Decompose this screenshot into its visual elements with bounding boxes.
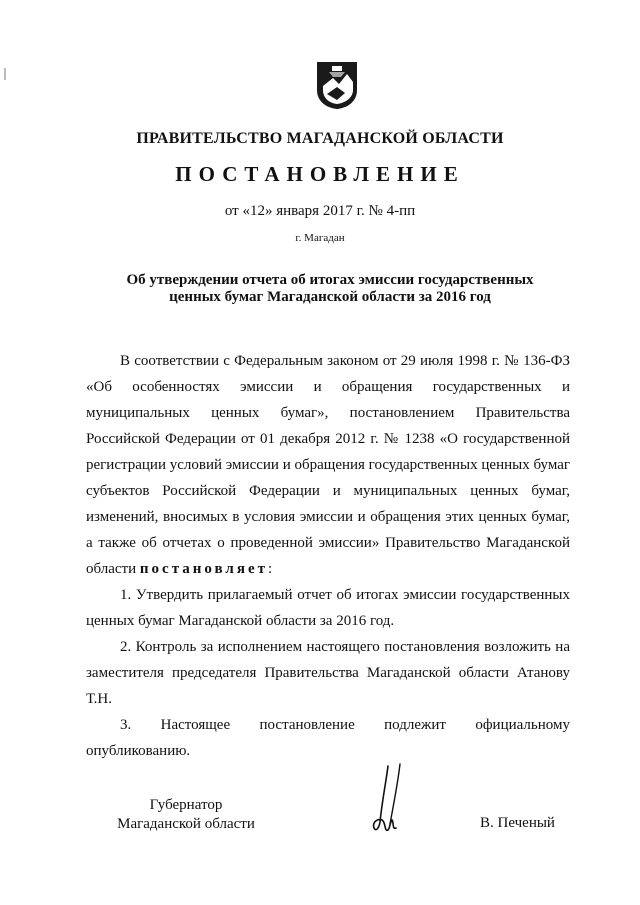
handwritten-signature [360,762,420,842]
signer-name: В. Печеный [480,815,555,831]
coat-of-arms-icon [315,60,359,110]
preamble-text: В соответствии с Федеральным законом от 29 июля 1998 г. № 136-ФЗ «Об особенностях эмиссии и обращения государственных и муниципальных ценных бумаг», постановлением Правительства Российской Федерации от 01 декабря 2012 г. № 1238 «О государственной регистрации условий эмиссии и обращения государственных ценных бумаг субъектов Российской Федерации и муниципальных ценных бумаг, изменений, вносимых в условия эмиссии и обращения этих ценных бумаг, а также об отчетах о проведенной эмиссии» Правительство Магаданской области [86,353,571,577]
signer-position-line-1: Губернатор [149,797,223,813]
signer-position-line-2: Магаданской области [117,816,255,832]
document-city: г. Магадан [295,232,345,244]
item-2-paragraph: 2. Контроль за исполнением настоящего постановления возложить на заместителя председателя Правительства Магаданской области Атанову Т.Н. [86,639,570,707]
document-date-number: от «12» января 2017 г. № 4-пп [224,203,416,219]
subject-line-2: ценных бумаг Магаданской области за 2016 год [169,289,491,305]
document-subject [90,272,570,306]
resolves-colon: : [268,561,273,577]
subject-line-1: Об утверждении отчета об итогах эмиссии государственных [126,272,534,288]
document-type: ПОСТАНОВЛЕНИЕ [175,162,465,186]
item-3-paragraph: 3. Настоящее постановление подлежит официальному опубликованию. [86,717,570,759]
resolves-word: постановляет [139,561,268,577]
organization-title: ПРАВИТЕЛЬСТВО МАГАДАНСКОЙ ОБЛАСТИ [136,130,504,147]
signer-position [86,796,286,834]
preamble-paragraph [86,348,570,582]
document-body [86,348,570,764]
item-1-paragraph: 1. Утвердить прилагаемый отчет об итогах эмиссии государственных ценных бумаг Магаданской области за 2016 год. [86,587,570,629]
margin-mark [4,68,6,80]
